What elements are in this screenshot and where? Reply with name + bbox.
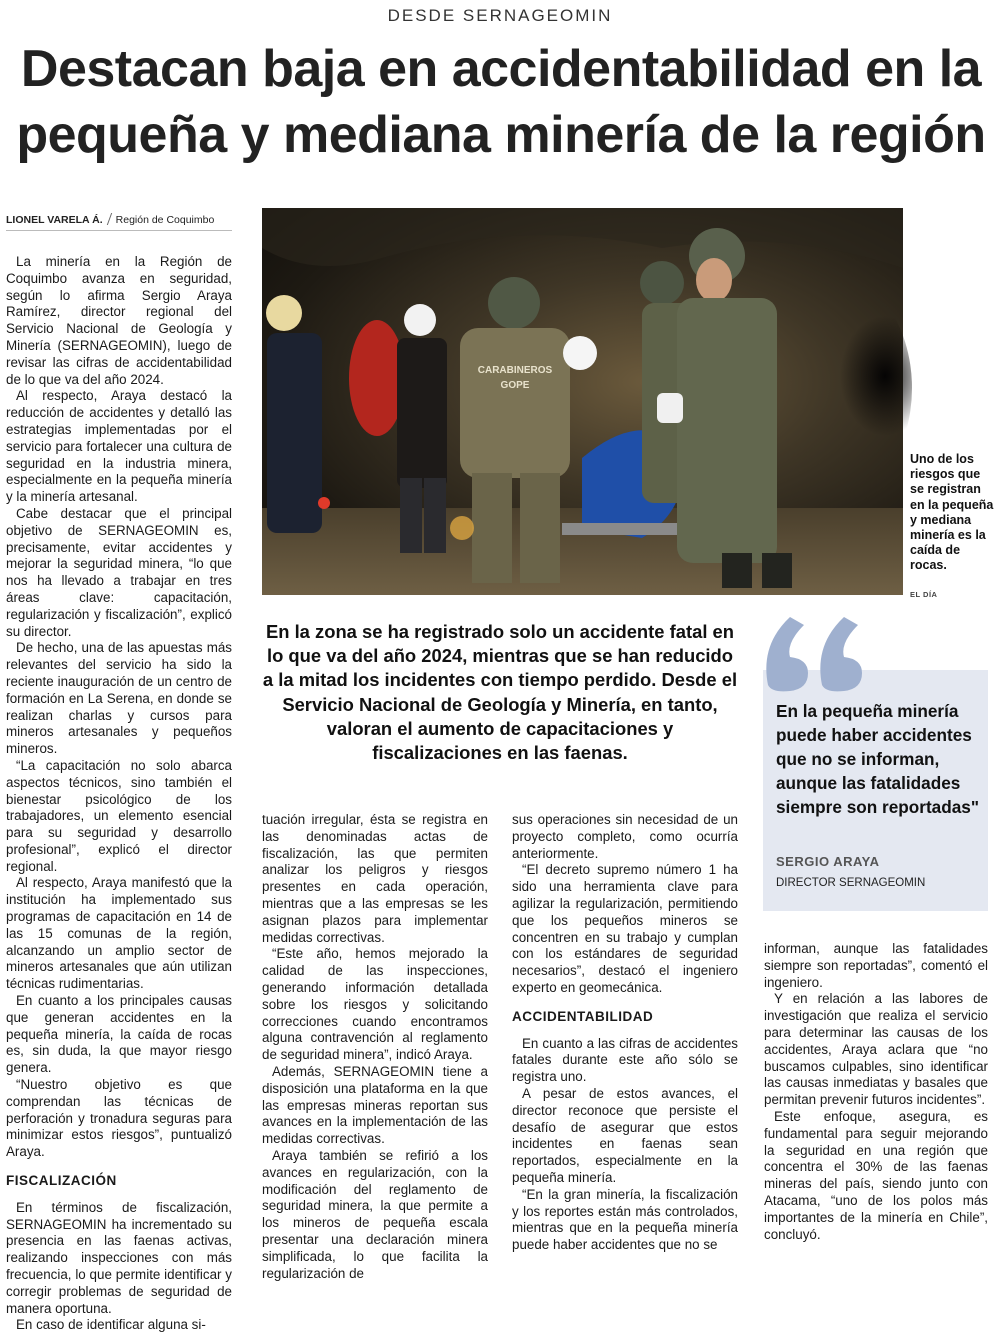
paragraph: Araya también se refirió a los avances en regularización, con la modificación del reglamento de seguridad minera, la que permite a los mineros de pequeña escala presentar una declaración minera simplificada, lo que facilita la regularización de bbox=[262, 1147, 488, 1281]
paragraph: tuación irregular, ésta se registra en las denominadas actas de fiscalización, las que permiten analizar los peligros y riesgos presentes en cada operación, mientras que a las empresas se les asignan plazos para implementar medidas correctivas. bbox=[262, 812, 488, 945]
paragraph: La minería en la Región de Coquimbo avanza en seguridad, según lo afirma Sergio Araya Ramírez, director regional del Servicio Nacional de Geología y Minería (SERNAGEOMIN), luego de revisar las cifras de accidentabilidad de lo que va del año 2024. bbox=[6, 254, 232, 387]
paragraph: Y en relación a las labores de investigación que realiza el servicio para determinar las causas de los accidentes, Araya aclara que “no buscamos culpables, sino identificar las causas inmediatas y basales que permitan prevenir futuros incidentes”. bbox=[764, 991, 988, 1108]
paragraph: Cabe destacar que el principal objetivo de SERNAGEOMIN es, precisamente, evitar accidentes y mejorar la seguridad minera, “lo que nos ha llevado a trabajar en tres áreas clave: capacitación, regularización y fiscalización”, explicó su director. bbox=[6, 505, 232, 639]
paragraph: En términos de fiscalización, SERNAGEOMIN ha incrementado su presencia en las faenas activas, realizando inspecciones con más frecuencia, lo que permite identificar y corregir problemas de seguridad de manera oportuna. bbox=[6, 1199, 232, 1316]
subheading-fiscalizacion: FISCALIZACIÓN bbox=[6, 1173, 117, 1189]
pull-quote-role: DIRECTOR SERNAGEOMIN bbox=[776, 877, 926, 889]
paragraph: Al respecto, Araya manifestó que la institución ha implementado sus programas de capacitación en 14 de las 15 comunas de la región, alcanzando un amplio sector de mineros artesanales que aún utilizan técnicas rudimentarias. bbox=[6, 875, 232, 992]
article-column-3 bbox=[512, 812, 738, 1254]
mine-rescue-illustration bbox=[262, 208, 903, 595]
lead-paragraph: En la zona se ha registrado solo un accidente fatal en lo que va del año 2024, mientras que se han reducido a la mitad los incidentes con tiempo perdido. Desde el Servicio Nacional de Geología y Minería, en tanto, valoran el aumento de capacitaciones y fiscalizaciones en las faenas. bbox=[262, 621, 738, 764]
byline bbox=[6, 213, 232, 231]
paragraph: En cuanto a los principales causas que generan accidentes en la pequeña minería, la caída de rocas es, sin duda, la que mayor riesgo genera. bbox=[6, 993, 232, 1076]
pull-quote-text: En la pequeña minería puede haber accidentes que no se informan, aunque las fatalidades siempre son reportadas" bbox=[776, 701, 980, 817]
byline-location: Región de Coquimbo bbox=[115, 214, 215, 226]
article-column-4 bbox=[764, 941, 988, 1243]
vest-text-line2: GOPE bbox=[500, 380, 530, 391]
article-column-2 bbox=[262, 812, 488, 1282]
headline: Destacan baja en accidentabilidad en la pequeña y mediana minería de la región bbox=[16, 40, 986, 164]
paragraph: A pesar de estos avances, el director reconoce que persiste el desafío de asegurar que estos incidentes en faenas sean reportados, especialmente en la pequeña minería. bbox=[512, 1085, 738, 1185]
paragraph: “Este año, hemos mejorado la calidad de las inspecciones, generando información detallada sobre los riesgos y solicitando correcciones cuando encontramos alguna contravención al reglamento de seguridad minera”, indicó Araya. bbox=[262, 946, 488, 1063]
paragraph: En cuanto a las cifras de accidentes fatales durante este año sólo se registra uno. bbox=[512, 1035, 738, 1085]
paragraph: informan, aunque las fatalidades siempre son reportadas”, comentó el ingeniero. bbox=[764, 941, 988, 990]
photo-credit: EL DÍA bbox=[910, 590, 938, 599]
paragraph: De hecho, una de las apuestas más relevantes del servicio ha sido la reciente inauguración de un centro de formación en La Serena, en donde se realizan charlas y cursos para mineros artesanales y pequeños mineros. bbox=[6, 640, 232, 757]
article-photo bbox=[262, 208, 903, 595]
photo-caption: Uno de los riesgos que se registran en la pequeña y mediana minería es la caída de rocas. bbox=[910, 452, 994, 573]
paragraph: “El decreto supremo número 1 ha sido una herramienta clave para agilizar la regularización, permitiendo que los pequeños mineros se concentren en su trabajo y cumplan con los estándares de seguridad necesarios”, destacó el ingeniero experto en geomecánica. bbox=[512, 862, 738, 995]
paragraph: sus operaciones sin necesidad de un proyecto completo, como ocurría anteriormente. bbox=[512, 812, 738, 861]
paragraph: Al respecto, Araya destacó la reducción de accidentes y detalló las estrategias implementadas por el servicio para fortalecer una cultura de seguridad en la industria minera, especialmente en la pequeña minería y la minería artesanal. bbox=[6, 388, 232, 505]
paragraph: Este enfoque, asegura, es fundamental para seguir mejorando la seguridad en una región que concentra el 30% de las faenas mineras del país, siendo junto con Atacama, “uno de los polos más importantes de la minería en Chile”, concluyó. bbox=[764, 1108, 988, 1242]
section-label: DESDE SERNAGEOMIN bbox=[387, 6, 613, 25]
paragraph: “Nuestro objetivo es que comprendan las técnicas de perforación y tronadura seguras para minimizar estos riesgos”, puntualizó Araya. bbox=[6, 1077, 232, 1160]
pull-quote-author: SERGIO ARAYA bbox=[776, 854, 880, 869]
paragraph: Además, SERNAGEOMIN tiene a disposición una plataforma en la que las empresas mineras reportan sus avances en la implementación de las medidas correctivas. bbox=[262, 1063, 488, 1147]
paragraph: En caso de identificar alguna si- bbox=[16, 1317, 206, 1333]
byline-separator bbox=[106, 213, 111, 225]
paragraph: “La capacitación no solo abarca aspectos técnicos, sino también el bienestar psicológico de los trabajadores, un elemento esencial para su seguridad y desarrollo profesional”, explicó el director regional. bbox=[6, 757, 232, 874]
byline-author: LIONEL VARELA Á. bbox=[6, 214, 103, 226]
quote-mark-icon bbox=[760, 605, 870, 695]
subheading-accidentabilidad: ACCIDENTABILIDAD bbox=[512, 1008, 654, 1024]
paragraph: “En la gran minería, la fiscalización y los reportes están más controlados, mientras que en la pequeña minería puede haber accidentes que no se bbox=[512, 1186, 738, 1253]
article-column-1 bbox=[6, 254, 232, 1334]
vest-text-line1: CARABINEROS bbox=[477, 365, 553, 376]
